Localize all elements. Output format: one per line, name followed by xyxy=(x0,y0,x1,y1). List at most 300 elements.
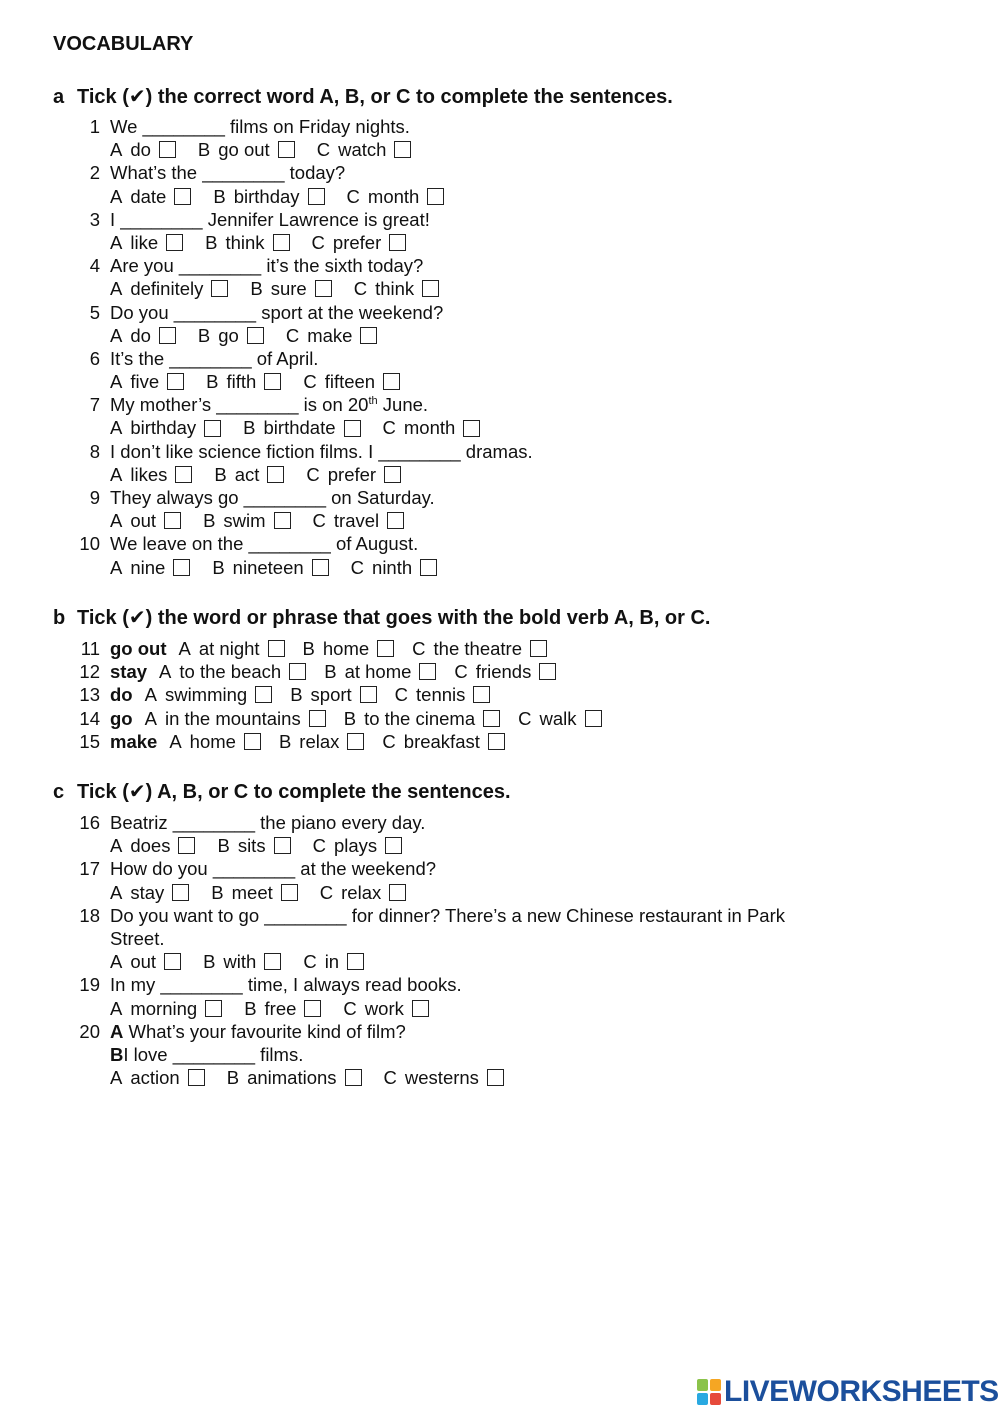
tick-checkbox[interactable] xyxy=(345,1069,362,1086)
option-letter: C xyxy=(312,835,326,857)
question-text: It’s the ________ of April. xyxy=(110,347,319,369)
question-text: How do you ________ at the weekend? xyxy=(110,858,437,880)
tick-checkbox[interactable] xyxy=(315,280,332,297)
option-c xyxy=(347,185,445,208)
option-a xyxy=(159,660,306,683)
tick-checkbox[interactable] xyxy=(172,884,189,901)
question-text-continued: Street. xyxy=(110,927,165,949)
option-c xyxy=(313,509,405,532)
tick-checkbox[interactable] xyxy=(289,663,306,680)
option-b xyxy=(203,950,281,973)
options-row xyxy=(62,138,862,161)
option-text: walk xyxy=(539,707,577,729)
tick-checkbox[interactable] xyxy=(427,188,444,205)
options-row xyxy=(62,416,862,439)
option-text: month xyxy=(403,417,456,439)
superscript: th xyxy=(368,395,378,408)
option-letter: C xyxy=(285,324,300,346)
option-letter: A xyxy=(144,684,157,706)
question-text: Beatriz ________ the piano every day. xyxy=(110,812,426,833)
tick-checkbox[interactable] xyxy=(274,512,291,529)
option-c xyxy=(383,416,481,439)
option-b xyxy=(250,277,331,300)
tick-checkbox[interactable] xyxy=(247,327,264,344)
option-text: to the beach xyxy=(179,661,282,683)
option-letter: A xyxy=(110,835,123,857)
speaker-a: A xyxy=(110,1020,124,1042)
question-number: 16 xyxy=(79,812,100,833)
option-text: plays xyxy=(333,835,378,857)
option-text: out xyxy=(130,510,157,532)
section-letter: b xyxy=(53,607,66,629)
dialogue-line-a xyxy=(110,1020,862,1043)
logo-mark-icon xyxy=(697,1379,721,1405)
option-b xyxy=(198,138,295,161)
option-text: meet xyxy=(231,881,273,903)
option-letter: C xyxy=(346,185,360,207)
options-row xyxy=(62,1066,862,1089)
option-letter: B xyxy=(214,463,227,485)
option-a xyxy=(110,950,181,973)
option-text: relax xyxy=(341,881,382,903)
tick-checkbox[interactable] xyxy=(159,141,176,158)
option-text: swim xyxy=(223,510,266,532)
option-c xyxy=(312,231,407,254)
option-letter: A xyxy=(110,951,123,973)
tick-checkbox[interactable] xyxy=(360,327,377,344)
option-b xyxy=(303,637,395,660)
question-number: 3 xyxy=(89,208,100,230)
option-letter: B xyxy=(203,951,216,973)
question-number: 14 xyxy=(79,707,100,729)
tick-checkbox[interactable] xyxy=(419,663,436,680)
option-text: do xyxy=(130,324,151,346)
bold-verb: stay xyxy=(110,661,148,683)
section-c-questions xyxy=(62,811,862,1089)
option-letter: B xyxy=(206,371,219,393)
option-b xyxy=(290,683,376,706)
question-row xyxy=(62,393,862,416)
option-letter: A xyxy=(110,997,123,1019)
tick-checkbox[interactable] xyxy=(585,710,602,727)
option-b xyxy=(212,556,328,579)
option-c xyxy=(518,707,601,730)
options-row xyxy=(62,950,862,973)
question-number: 10 xyxy=(79,533,100,555)
option-text: go xyxy=(218,324,239,346)
question-text: I don’t like science fiction films. I ________ dramas. xyxy=(110,440,533,462)
line-a-text: What’s your favourite kind of film? xyxy=(128,1020,406,1042)
tick-checkbox[interactable] xyxy=(385,837,402,854)
option-letter: A xyxy=(110,463,123,485)
section-b-questions xyxy=(62,637,862,753)
option-text: go out xyxy=(218,139,270,161)
tick-checkbox[interactable] xyxy=(487,1069,504,1086)
tick-checkbox[interactable] xyxy=(255,686,272,703)
option-letter: C xyxy=(382,417,396,439)
tick-checkbox[interactable] xyxy=(420,559,437,576)
option-text: fifth xyxy=(226,371,257,393)
option-text: animations xyxy=(247,1067,337,1089)
question-text: They always go ________ on Saturday. xyxy=(110,487,435,508)
question-text: Do you ________ sport at the weekend? xyxy=(110,301,444,323)
tick-checkbox[interactable] xyxy=(394,141,411,158)
logo-text: LIVEWORKSHEETS xyxy=(724,1375,999,1408)
bold-verb: go xyxy=(110,707,133,729)
option-text: definitely xyxy=(130,278,204,300)
option-text: the theatre xyxy=(433,638,522,659)
option-letter: B xyxy=(213,185,226,207)
question-number: 4 xyxy=(89,255,100,277)
option-text: westerns xyxy=(404,1067,479,1089)
option-a xyxy=(110,138,176,161)
option-letter: B xyxy=(278,730,292,752)
tick-checkbox[interactable] xyxy=(164,512,181,529)
tick-checkbox[interactable] xyxy=(463,420,480,437)
option-a xyxy=(110,1066,205,1089)
option-a xyxy=(110,556,190,579)
option-letter: C xyxy=(518,707,532,729)
tick-checkbox[interactable] xyxy=(377,640,394,657)
option-letter: B xyxy=(324,661,337,683)
question-text: What’s the ________ today? xyxy=(110,162,346,184)
option-text: nine xyxy=(130,556,166,578)
tick-checkbox[interactable] xyxy=(483,710,500,727)
option-text: swimming xyxy=(164,684,248,706)
option-b xyxy=(324,660,436,683)
option-c xyxy=(343,997,428,1020)
option-letter: B xyxy=(250,278,263,300)
option-c xyxy=(382,730,504,753)
option-text: ninth xyxy=(372,556,413,578)
option-b xyxy=(203,509,290,532)
tick-checkbox[interactable] xyxy=(173,559,190,576)
option-letter: A xyxy=(110,371,123,393)
section-letter: a xyxy=(53,86,65,108)
option-b xyxy=(227,1066,362,1089)
tick-checkbox[interactable] xyxy=(530,640,547,657)
option-text: make xyxy=(307,324,353,346)
option-text: think xyxy=(225,231,265,253)
option-c xyxy=(384,1066,504,1089)
option-letter: A xyxy=(110,1067,123,1089)
option-b xyxy=(344,707,500,730)
tick-checkbox[interactable] xyxy=(308,188,325,205)
tick-checkbox[interactable] xyxy=(387,512,404,529)
options-row xyxy=(62,463,862,486)
option-a xyxy=(179,637,285,660)
question-text: We leave on the ________ of August. xyxy=(110,533,419,555)
option-a xyxy=(110,416,221,439)
tick-checkbox[interactable] xyxy=(174,188,191,205)
tick-checkbox[interactable] xyxy=(164,953,181,970)
option-c xyxy=(313,834,403,857)
section-letter: c xyxy=(53,781,65,803)
option-c xyxy=(395,683,491,706)
option-a xyxy=(110,231,183,254)
option-a xyxy=(110,997,222,1020)
tick-checkbox[interactable] xyxy=(539,663,556,680)
option-text: stay xyxy=(130,881,165,903)
tick-checkbox[interactable] xyxy=(389,234,406,251)
option-text: sport xyxy=(310,684,352,706)
option-text: friends xyxy=(475,661,532,683)
question-row xyxy=(62,904,862,927)
question-number: 15 xyxy=(79,730,100,752)
tick-checkbox[interactable] xyxy=(205,1000,222,1017)
option-text: tennis xyxy=(416,684,466,706)
options-row xyxy=(62,509,862,532)
option-text: like xyxy=(130,231,159,253)
tick-checkbox[interactable] xyxy=(264,953,281,970)
option-text: prefer xyxy=(332,231,382,253)
option-text: breakfast xyxy=(403,730,480,752)
question-row xyxy=(62,161,862,184)
option-text: to the cinema xyxy=(364,707,476,729)
option-letter: C xyxy=(312,510,326,532)
option-letter: A xyxy=(159,661,172,683)
option-letter: A xyxy=(110,556,123,578)
option-text: does xyxy=(130,835,171,857)
liveworksheets-logo xyxy=(697,1375,999,1409)
tick-checkbox[interactable] xyxy=(488,733,505,750)
bold-verb: go out xyxy=(110,638,167,659)
option-c xyxy=(317,138,412,161)
tick-checkbox[interactable] xyxy=(304,1000,321,1017)
tick-checkbox[interactable] xyxy=(412,1000,429,1017)
option-b xyxy=(211,881,297,904)
option-text: think xyxy=(375,278,415,300)
tick-checkbox[interactable] xyxy=(211,280,228,297)
options-row xyxy=(62,556,862,579)
option-letter: A xyxy=(178,638,191,659)
option-letter: C xyxy=(316,139,331,161)
option-c xyxy=(412,637,547,660)
option-a xyxy=(110,324,176,347)
question-row xyxy=(62,301,862,324)
option-b xyxy=(243,416,360,439)
question-line xyxy=(110,683,862,706)
section-a-instruction xyxy=(53,84,673,109)
question-row xyxy=(62,486,862,509)
option-letter: C xyxy=(319,881,334,903)
option-b xyxy=(213,185,324,208)
tick-checkbox[interactable] xyxy=(188,1069,205,1086)
option-letter: C xyxy=(382,730,396,752)
option-letter: A xyxy=(110,139,123,161)
question-text: In my ________ time, I always read books. xyxy=(110,974,462,996)
option-text: work xyxy=(364,997,404,1019)
tick-checkbox[interactable] xyxy=(384,466,401,483)
question-number: 5 xyxy=(89,301,100,323)
section-a-questions xyxy=(62,115,862,579)
option-c xyxy=(320,881,406,904)
question-row xyxy=(62,811,862,834)
tick-checkbox[interactable] xyxy=(347,733,364,750)
tick-checkbox[interactable] xyxy=(175,466,192,483)
tick-checkbox[interactable] xyxy=(422,280,439,297)
instruction-text: Tick (✔) A, B, or C to complete the sentences. xyxy=(77,781,511,803)
tick-checkbox[interactable] xyxy=(178,837,195,854)
question-number: 13 xyxy=(79,684,100,706)
option-text: birthday xyxy=(130,417,197,439)
tick-checkbox[interactable] xyxy=(166,234,183,251)
question-number: 12 xyxy=(79,661,100,683)
tick-checkbox[interactable] xyxy=(244,733,261,750)
question-line xyxy=(110,730,862,753)
options-row xyxy=(62,185,862,208)
question-row xyxy=(62,637,862,660)
option-text: at night xyxy=(198,638,260,659)
option-text: five xyxy=(130,371,160,393)
bold-verb: do xyxy=(110,684,133,706)
question-row xyxy=(62,254,862,277)
option-text: fifteen xyxy=(324,371,376,393)
tick-checkbox[interactable] xyxy=(278,141,295,158)
question-row xyxy=(62,707,862,730)
question-row xyxy=(62,532,862,555)
option-letter: A xyxy=(110,881,123,903)
option-c xyxy=(454,660,556,683)
option-c xyxy=(306,463,401,486)
option-letter: A xyxy=(110,278,123,300)
option-letter: C xyxy=(350,556,365,578)
option-text: action xyxy=(130,1067,180,1089)
option-letter: B xyxy=(226,1067,240,1089)
question-row xyxy=(62,440,862,463)
tick-checkbox[interactable] xyxy=(267,466,284,483)
option-letter: B xyxy=(203,510,216,532)
option-text: nineteen xyxy=(232,556,304,578)
option-letter: B xyxy=(302,638,315,659)
section-b-instruction xyxy=(53,605,711,630)
option-letter: A xyxy=(144,707,157,729)
option-letter: A xyxy=(169,730,182,752)
option-a xyxy=(110,834,195,857)
question-row xyxy=(62,683,862,706)
page-title: VOCABULARY xyxy=(53,33,194,55)
option-letter: B xyxy=(217,835,230,857)
option-a xyxy=(145,683,273,706)
question-number: 2 xyxy=(89,162,100,184)
tick-checkbox[interactable] xyxy=(167,373,184,390)
question-number: 11 xyxy=(80,638,100,659)
option-a xyxy=(110,185,191,208)
tick-checkbox[interactable] xyxy=(312,559,329,576)
option-letter: A xyxy=(110,324,123,346)
option-letter: B xyxy=(290,684,303,706)
question-text: Are you ________ it’s the sixth today? xyxy=(110,255,424,277)
bold-verb: make xyxy=(110,730,158,752)
tick-checkbox[interactable] xyxy=(264,373,281,390)
option-b xyxy=(214,463,284,486)
option-letter: B xyxy=(211,881,224,903)
option-letter: B xyxy=(244,997,257,1019)
option-text: act xyxy=(234,463,260,485)
option-text: sure xyxy=(270,278,307,300)
option-text: with xyxy=(223,951,257,973)
tick-checkbox[interactable] xyxy=(159,327,176,344)
tick-checkbox[interactable] xyxy=(347,953,364,970)
tick-checkbox[interactable] xyxy=(281,884,298,901)
option-a xyxy=(110,277,228,300)
question-text: My mother’s ________ is on 20th June. xyxy=(110,394,429,416)
option-text: at home xyxy=(344,661,412,683)
option-a xyxy=(145,707,326,730)
option-b xyxy=(198,324,264,347)
question-line xyxy=(110,707,862,730)
line-b-text: I love ________ films. xyxy=(123,1043,304,1065)
option-b xyxy=(206,370,281,393)
option-letter: B xyxy=(197,139,211,161)
option-text: home xyxy=(322,638,370,659)
option-text: date xyxy=(130,185,167,207)
option-c xyxy=(303,370,400,393)
option-letter: C xyxy=(343,997,357,1019)
option-letter: C xyxy=(303,951,317,973)
option-letter: A xyxy=(110,231,123,253)
option-letter: C xyxy=(394,684,409,706)
tick-checkbox[interactable] xyxy=(204,420,221,437)
options-row xyxy=(62,997,862,1020)
option-b xyxy=(244,997,321,1020)
tick-checkbox[interactable] xyxy=(268,640,285,657)
option-text: free xyxy=(264,997,297,1019)
option-a xyxy=(110,509,181,532)
option-text: in xyxy=(324,951,340,973)
option-text: do xyxy=(130,139,151,161)
option-letter: C xyxy=(303,371,317,393)
option-text: out xyxy=(130,951,157,973)
tick-checkbox[interactable] xyxy=(383,373,400,390)
tick-checkbox[interactable] xyxy=(360,686,377,703)
question-row xyxy=(62,730,862,753)
section-c-instruction xyxy=(53,779,511,804)
question-line xyxy=(110,637,862,660)
tick-checkbox[interactable] xyxy=(274,837,291,854)
tick-checkbox[interactable] xyxy=(309,710,326,727)
question-row xyxy=(62,660,862,683)
question-number: 9 xyxy=(89,487,100,508)
tick-checkbox[interactable] xyxy=(344,420,361,437)
question-number: 8 xyxy=(89,440,100,462)
question-text: We ________ films on Friday nights. xyxy=(110,116,410,137)
tick-checkbox[interactable] xyxy=(273,234,290,251)
question-number: 1 xyxy=(89,116,100,137)
instruction-text: Tick (✔) the word or phrase that goes with the bold verb A, B, or C. xyxy=(77,607,711,629)
options-row xyxy=(62,370,862,393)
question-line xyxy=(110,660,862,683)
question-number: 20 xyxy=(79,1020,100,1042)
question-row xyxy=(62,857,862,880)
option-text: travel xyxy=(333,510,380,532)
option-c xyxy=(303,950,364,973)
options-row xyxy=(62,881,862,904)
option-letter: B xyxy=(205,231,218,253)
options-row xyxy=(62,231,862,254)
option-letter: B xyxy=(212,556,225,578)
tick-checkbox[interactable] xyxy=(389,884,406,901)
question-row xyxy=(62,1020,862,1043)
option-c xyxy=(286,324,378,347)
option-text: birthdate xyxy=(263,417,336,439)
options-row xyxy=(62,324,862,347)
tick-checkbox[interactable] xyxy=(473,686,490,703)
option-letter: C xyxy=(383,1067,397,1089)
question-number: 18 xyxy=(79,904,100,926)
option-b xyxy=(217,834,290,857)
question-number: 17 xyxy=(79,858,100,880)
